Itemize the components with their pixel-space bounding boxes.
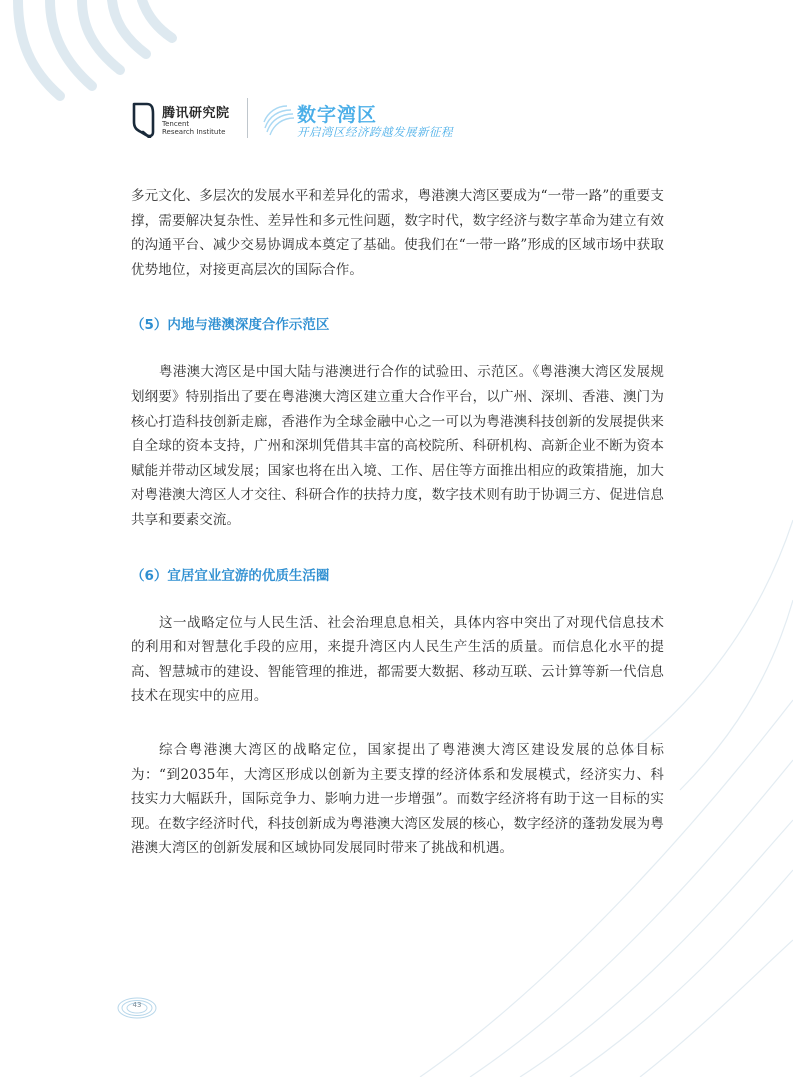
org-name-en-line2: Research Institute	[162, 128, 226, 136]
paragraph-overall-goal: 综合粤港澳大湾区的战略定位，国家提出了粤港澳大湾区建设发展的总体目标为：“到2035年，大湾区形成以创新为主要支撑的经济体系和发展模式，经济实力、科技实力大幅跃升，国际竞争力、影响力进一步增强”。而数字经济将有助于这一目标的实现。在数字经济时代，科技创新成为粤港澳大湾区发展的核心，数字经济的蓬勃发展为粤港澳大湾区的创新发展和区域协同发展同时带来了挑战和机遇。	[131, 741, 664, 857]
paragraph-living-circle: 这一战略定位与人民生活、社会治理息息相关，具体内容中突出了对现代信息技术的利用和对智慧化手段的应用，来提升湾区内人民生产生活的质量。而信息化水平的提高、智慧城市的建设、智能管理的推进，都需要大数据、移动互联、云计算等新一代信息技术在现实中的应用。	[131, 614, 664, 705]
paragraph-belt-and-road: 多元文化、多层次的发展水平和差异化的需求，粤港澳大湾区要成为“一带一路”的重要支撑，需要解决复杂性、差异性和多元性问题，数字时代，数字经济与数字革命为建立有效的沟通平台、减少交易协调成本奠定了基础。使我们在“一带一路”形成的区域市场中获取优势地位，对接更高层次的国际合作。	[131, 188, 664, 278]
page-number-text: 43	[132, 1001, 142, 1009]
section-heading-5: （5）内地与港澳深度合作示范区	[131, 317, 330, 334]
paragraph-cooperation-zone: 粤港澳大湾区是中国大陆与港澳进行合作的试验田、示范区。《粤港澳大湾区发展规划纲要》特别指出了要在粤港澳大湾区建立重大合作平台，以广州、深圳、香港、澳门为核心打造科技创新走廊，香港作为全球金融中心之一可以为粤港澳科技创新的发展提供来自全球的资本支持，广州和深圳凭借其丰富的高校院所、科研机构、高新企业不断为资本赋能并带动区域发展；国家也将在出入境、工作、居住等方面推出相应的政策措施，加大对粤港澳大湾区人才交往、科研合作的扶持力度，数字技术则有助于协调三方、促进信息共享和要素交流。	[131, 364, 664, 528]
tencent-research-logo-icon	[131, 102, 155, 138]
bay-wave-logo-icon	[261, 102, 297, 138]
page-header	[131, 96, 551, 146]
org-name-en	[162, 120, 242, 136]
main-content	[131, 184, 664, 861]
org-name-en-line1: Tencent	[162, 120, 190, 128]
org-name-cn: 腾讯研究院	[162, 106, 230, 121]
report-title: 数字湾区	[297, 104, 378, 126]
page-number	[117, 997, 157, 1019]
section-heading-6: （6）宜居宜业宜游的优质生活圈	[131, 567, 330, 584]
header-divider	[247, 98, 248, 138]
report-subtitle: 开启湾区经济跨越发展新征程	[297, 125, 453, 139]
